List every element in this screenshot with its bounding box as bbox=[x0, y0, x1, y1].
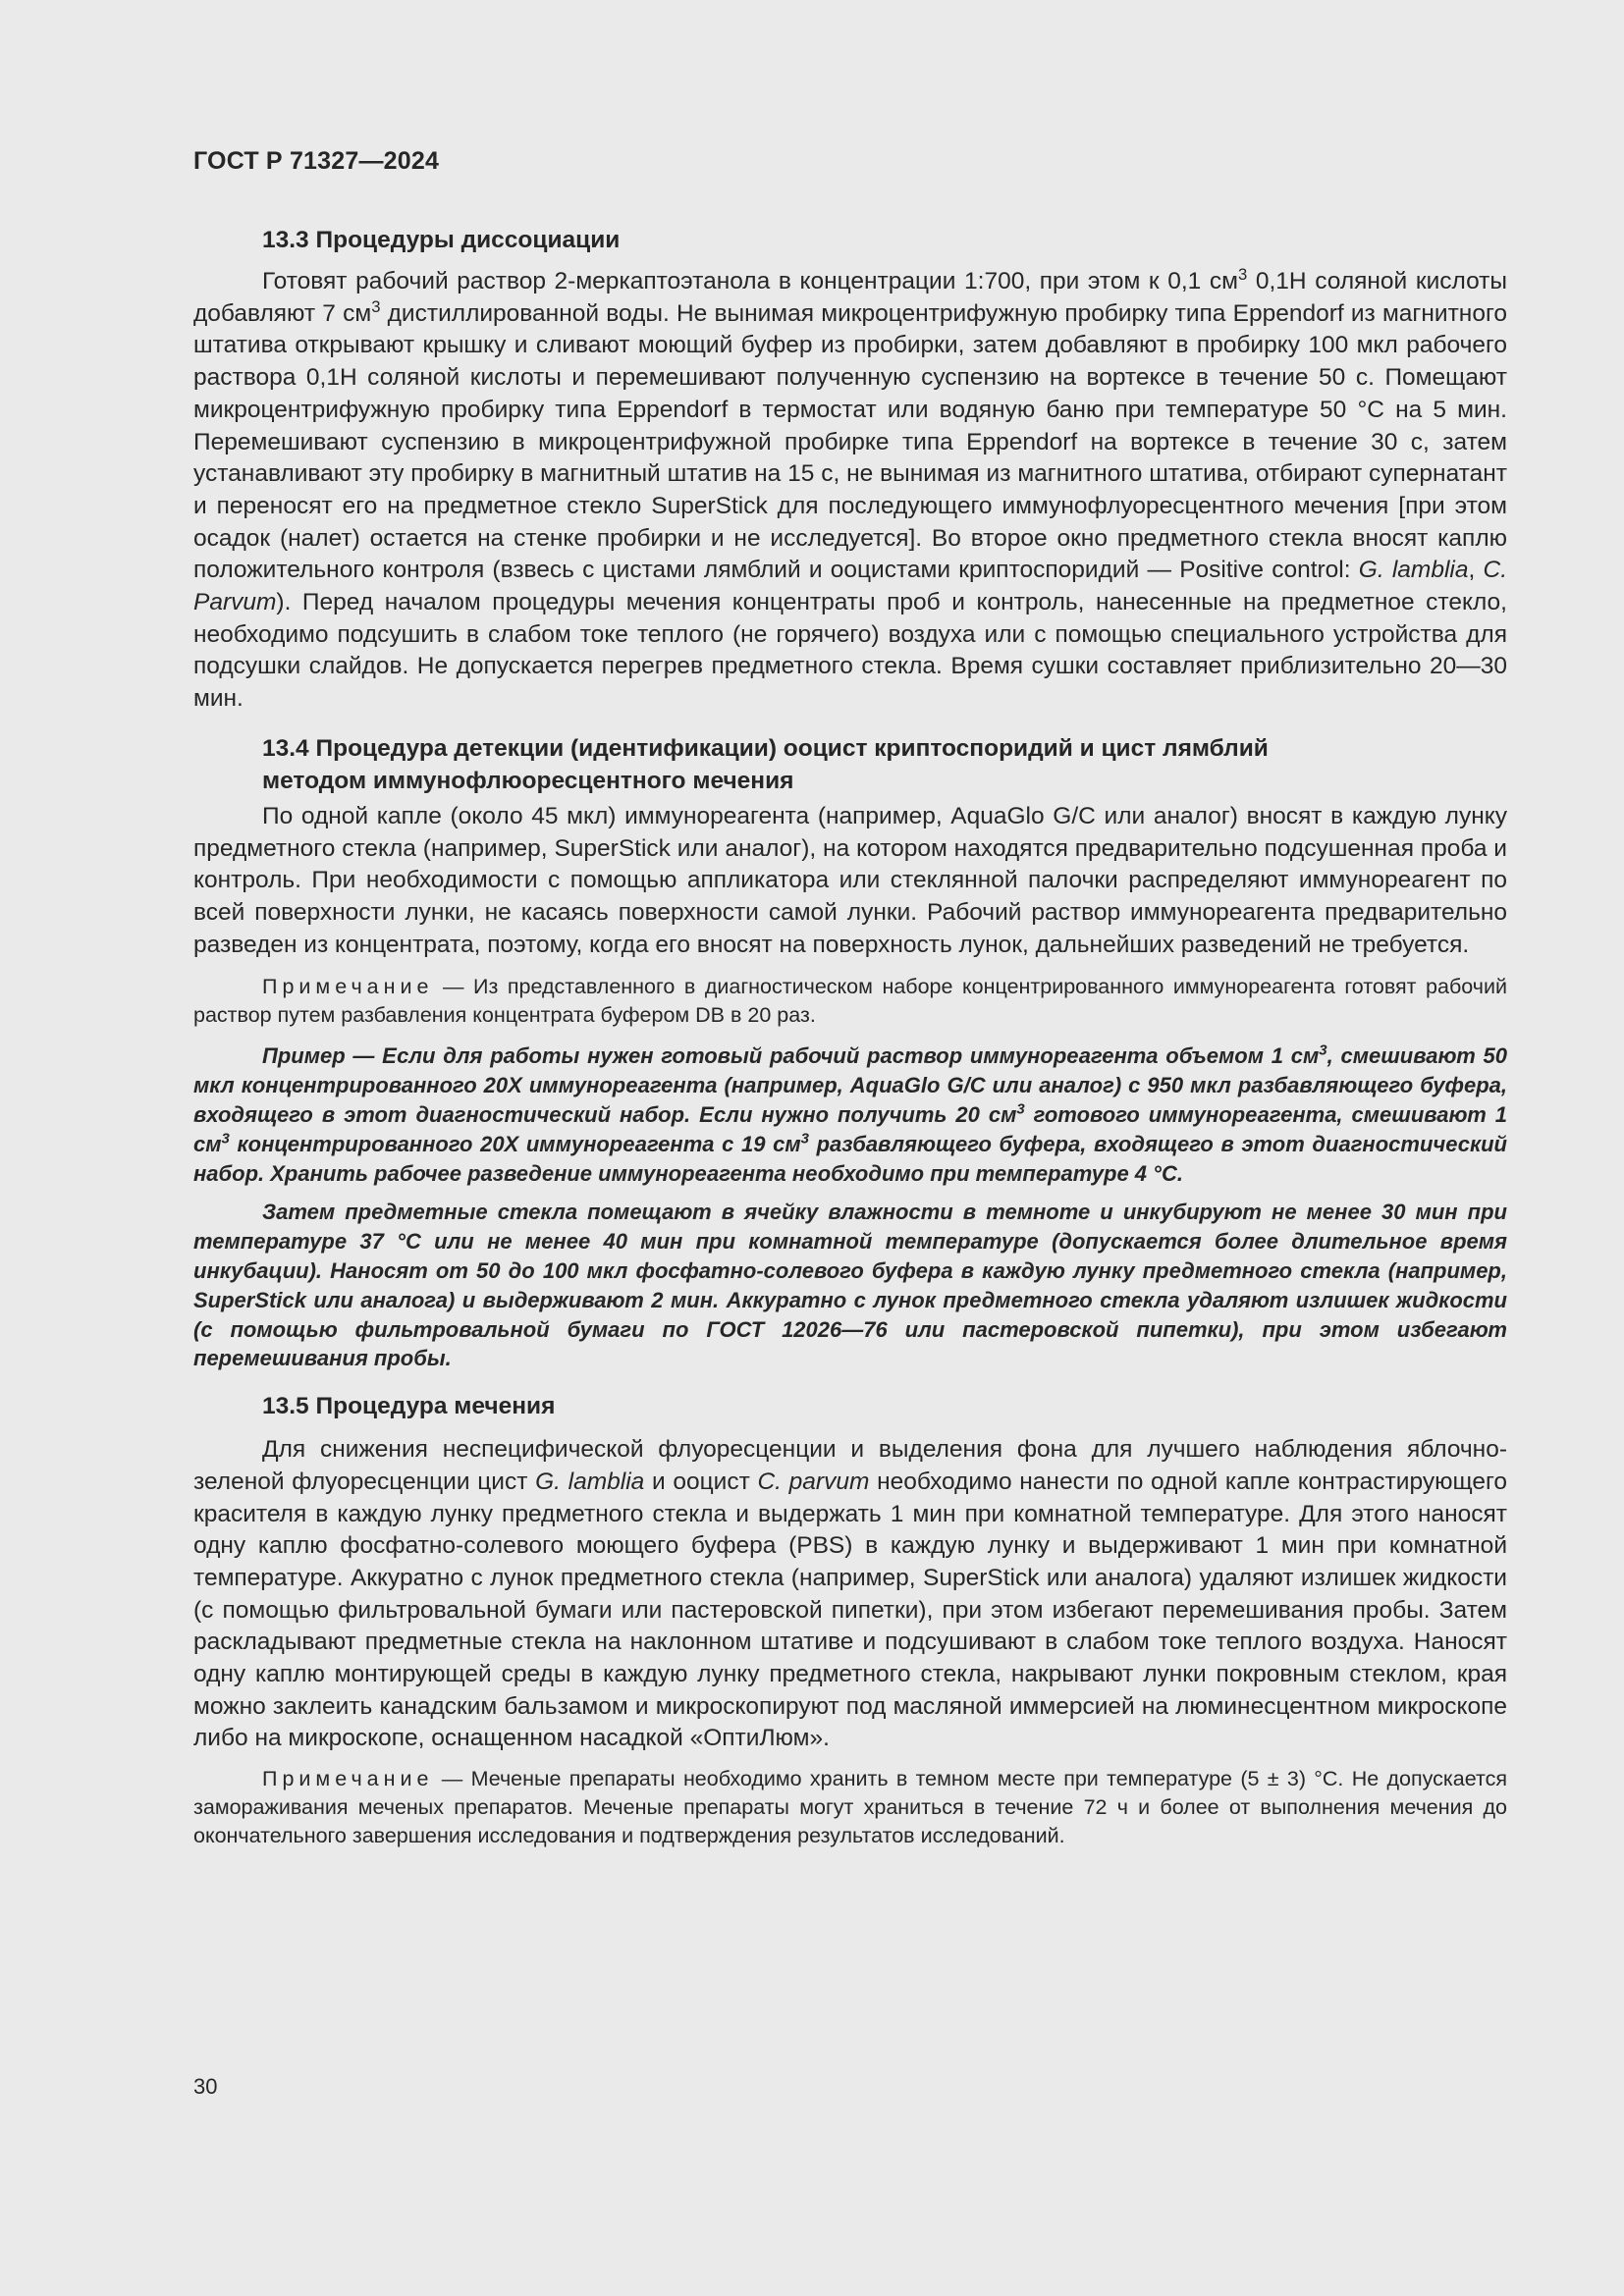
superscript: 3 bbox=[1319, 1042, 1327, 1060]
section-13-4-title-line1: 13.4 Процедура детекции (идентификации) ооцист криптоспоридий и цист лямблий bbox=[262, 734, 1269, 762]
superscript: 3 bbox=[800, 1130, 809, 1148]
section-13-3-paragraph bbox=[193, 266, 1507, 716]
page-number: 30 bbox=[193, 2074, 218, 2099]
text-run: концентрированного 20Х иммунореагента с 19 см bbox=[229, 1131, 801, 1156]
text-run: дистиллированной воды. Не вынимая микроцентрифужную пробирку типа Eppendorf из магнитного штатива открывают крышку и сливают моющий буфер из пробирки, затем добавляют в пробирку 100 мкл рабочего раствора 0,1Н соляной кислоты и перемешивают полученную суспензию на вортексе в течение 50 с. Помещают микроцентрифужную пробирку типа Eppendorf в термостат или водяную баню при температуре 50 °С на 5 мин. Перемешивают суспензию в микроцентрифужной пробирке типа Eppendorf на вортексе в течение 30 с, затем устанавливают эту пробирку в магнитный штатив на 15 с, не вынимая из магнитного штатива, отбирают супернатант и переносят его на предметное стекло SuperStick для последующего иммунофлуоресцентного мечения [при этом осадок (налет) остается на стенке пробирки и не исследуется]. Во второе окно предметного стекла вносят каплю положительного контроля (взвесь с цистами лямблий и ооцистами криптоспоридий — Positive control: bbox=[193, 299, 1507, 584]
superscript: 3 bbox=[1016, 1100, 1025, 1118]
text-run: Пример — Если для работы нужен готовый рабочий раствор иммунореагента объемом 1 см bbox=[262, 1043, 1320, 1069]
text-run: , bbox=[1468, 557, 1484, 584]
section-13-5-title: 13.5 Процедура мечения bbox=[262, 1393, 556, 1420]
species-name: C. Parvum bbox=[193, 557, 1507, 616]
document-code-header: ГОСТ Р 71327—2024 bbox=[193, 147, 440, 175]
section-13-5-note bbox=[193, 1765, 1507, 1850]
section-13-4-example bbox=[193, 1041, 1507, 1188]
section-13-4-title-line2: методом иммунофлюоресцентного мечения bbox=[262, 767, 794, 794]
species-name: G. lamblia bbox=[1358, 557, 1469, 584]
note-text: — Меченые препараты необходимо хранить в темном месте при температуре (5 ± 3) °С. Не допускается замораживания меченых препаратов. Меченые препараты могут храниться в течение 72 ч и более от выполнения мечения до окончательного завершения исследования и подтверждения результатов исследований. bbox=[193, 1767, 1507, 1848]
text-run: необходимо нанести по одной капле контрастирующего красителя в каждую лунку предметного стекла и выдержать 1 мин при комнатной температуре. Для этого наносят одну каплю фосфатно-солевого моющего буфера (PBS) в каждую лунку и выдерживают 1 мин при комнатной температуре. Аккуратно с лунок предметного стекла (например, SuperStick или аналога) удаляют излишек жидкости (с помощью фильтровальной бумаги или пастеровской пипетки), при этом избегают перемешивания пробы. Затем раскладывают предметные стекла на наклонном штативе и подсушивают в слабом токе теплого воздуха. Наносят одну каплю монтирующей среды в каждую лунку предметного стекла, накрывают лунки покровным стеклом, края можно заклеить канадским бальзамом и микроскопируют под масляной иммерсией на люминесцентном микроскопе либо на микроскопе, оснащенном насадкой «ОптиЛюм». bbox=[193, 1468, 1507, 1752]
note-label: Примечание bbox=[262, 1767, 434, 1791]
page-content bbox=[193, 224, 1507, 1850]
section-13-4-paragraph: По одной капле (около 45 мкл) иммунореагента (например, AquaGlo G/C или аналог) вносят в каждую лунку предметного стекла (например, SuperStick или аналог), на котором находятся предварительно подсушенная проба и контроль. При необходимости с помощью аппликатора или стеклянной палочки распределяют иммунореагент по всей поверхности лунки, не касаясь поверхности самой лунки. Рабочий раствор иммунореагента предварительно разведен из концентрата, поэтому, когда его вносят на поверхность лунок, дальнейших разведений не требуется. bbox=[193, 802, 1507, 958]
text-run: разбавляющего буфера, входящего в этот диагностический набор. Хранить рабочее разведение иммунореагента необходимо при температуре 4 °С. bbox=[193, 1131, 1507, 1186]
section-13-4-example-continuation: Затем предметные стекла помещают в ячейку влажности в темноте и инкубируют не менее 30 мин при температуре 37 °С или не менее 40 мин при комнатной температуре (допускается более длительное время инкубации). Наносят от 50 до 100 мкл фосфатно-солевого буфера в каждую лунку предметного стекла (например, SuperStick или аналога) и выдерживают 2 мин. Аккуратно с лунок предметного стекла удаляют излишек жидкости (с помощью фильтровальной бумаги по ГОСТ 12026—76 или пастеровской пипетки), при этом избегают перемешивания пробы. bbox=[193, 1200, 1507, 1371]
species-name: C. parvum bbox=[757, 1468, 870, 1495]
text-run: готового иммунореагента, смешивают 1 см bbox=[193, 1101, 1507, 1156]
text-run: Готовят рабочий раствор 2-меркаптоэтанола в концентрации 1:700, при этом к 0,1 см bbox=[262, 268, 1238, 294]
text-run: Для снижения неспецифической флуоресценции и выделения фона для лучшего наблюдения яблочно-зеленой флуоресценции цист bbox=[193, 1436, 1507, 1495]
section-13-4-title bbox=[193, 732, 1507, 797]
note-label: Примечание bbox=[262, 975, 434, 999]
note-text: — Из представленного в диагностическом наборе концентрированного иммунореагента готовят рабочий раствор путем разбавления концентрата буфером DB в 20 раз. bbox=[193, 975, 1507, 1028]
text-run: 0,1Н соляной кислоты добавляют 7 см bbox=[193, 268, 1507, 327]
text-run: , смешивают 50 мкл концентрированного 20Х иммунореагента (например, AquaGlo G/C или аналог) с 950 мкл разбавляющего буфера, входящего в этот диагностический набор. Если нужно получить 20 см bbox=[193, 1043, 1507, 1127]
superscript: 3 bbox=[1238, 264, 1248, 284]
section-13-5-paragraph bbox=[193, 1434, 1507, 1755]
section-13-4-note bbox=[193, 973, 1507, 1030]
superscript: 3 bbox=[221, 1130, 230, 1148]
superscript: 3 bbox=[371, 296, 381, 316]
text-run: и ооцист bbox=[644, 1468, 758, 1495]
species-name: G. lamblia bbox=[535, 1468, 645, 1495]
text-run: ). Перед началом процедуры мечения концентраты проб и контроль, нанесенные на предметное стекло, необходимо подсушить в слабом токе теплого (не горячего) воздуха или с помощью специального устройства для подсушки слайдов. Не допускается перегрев предметного стекла. Время сушки составляет приблизительно 20—30 мин. bbox=[193, 589, 1507, 713]
section-13-3-title: 13.3 Процедуры диссоциации bbox=[262, 227, 621, 253]
